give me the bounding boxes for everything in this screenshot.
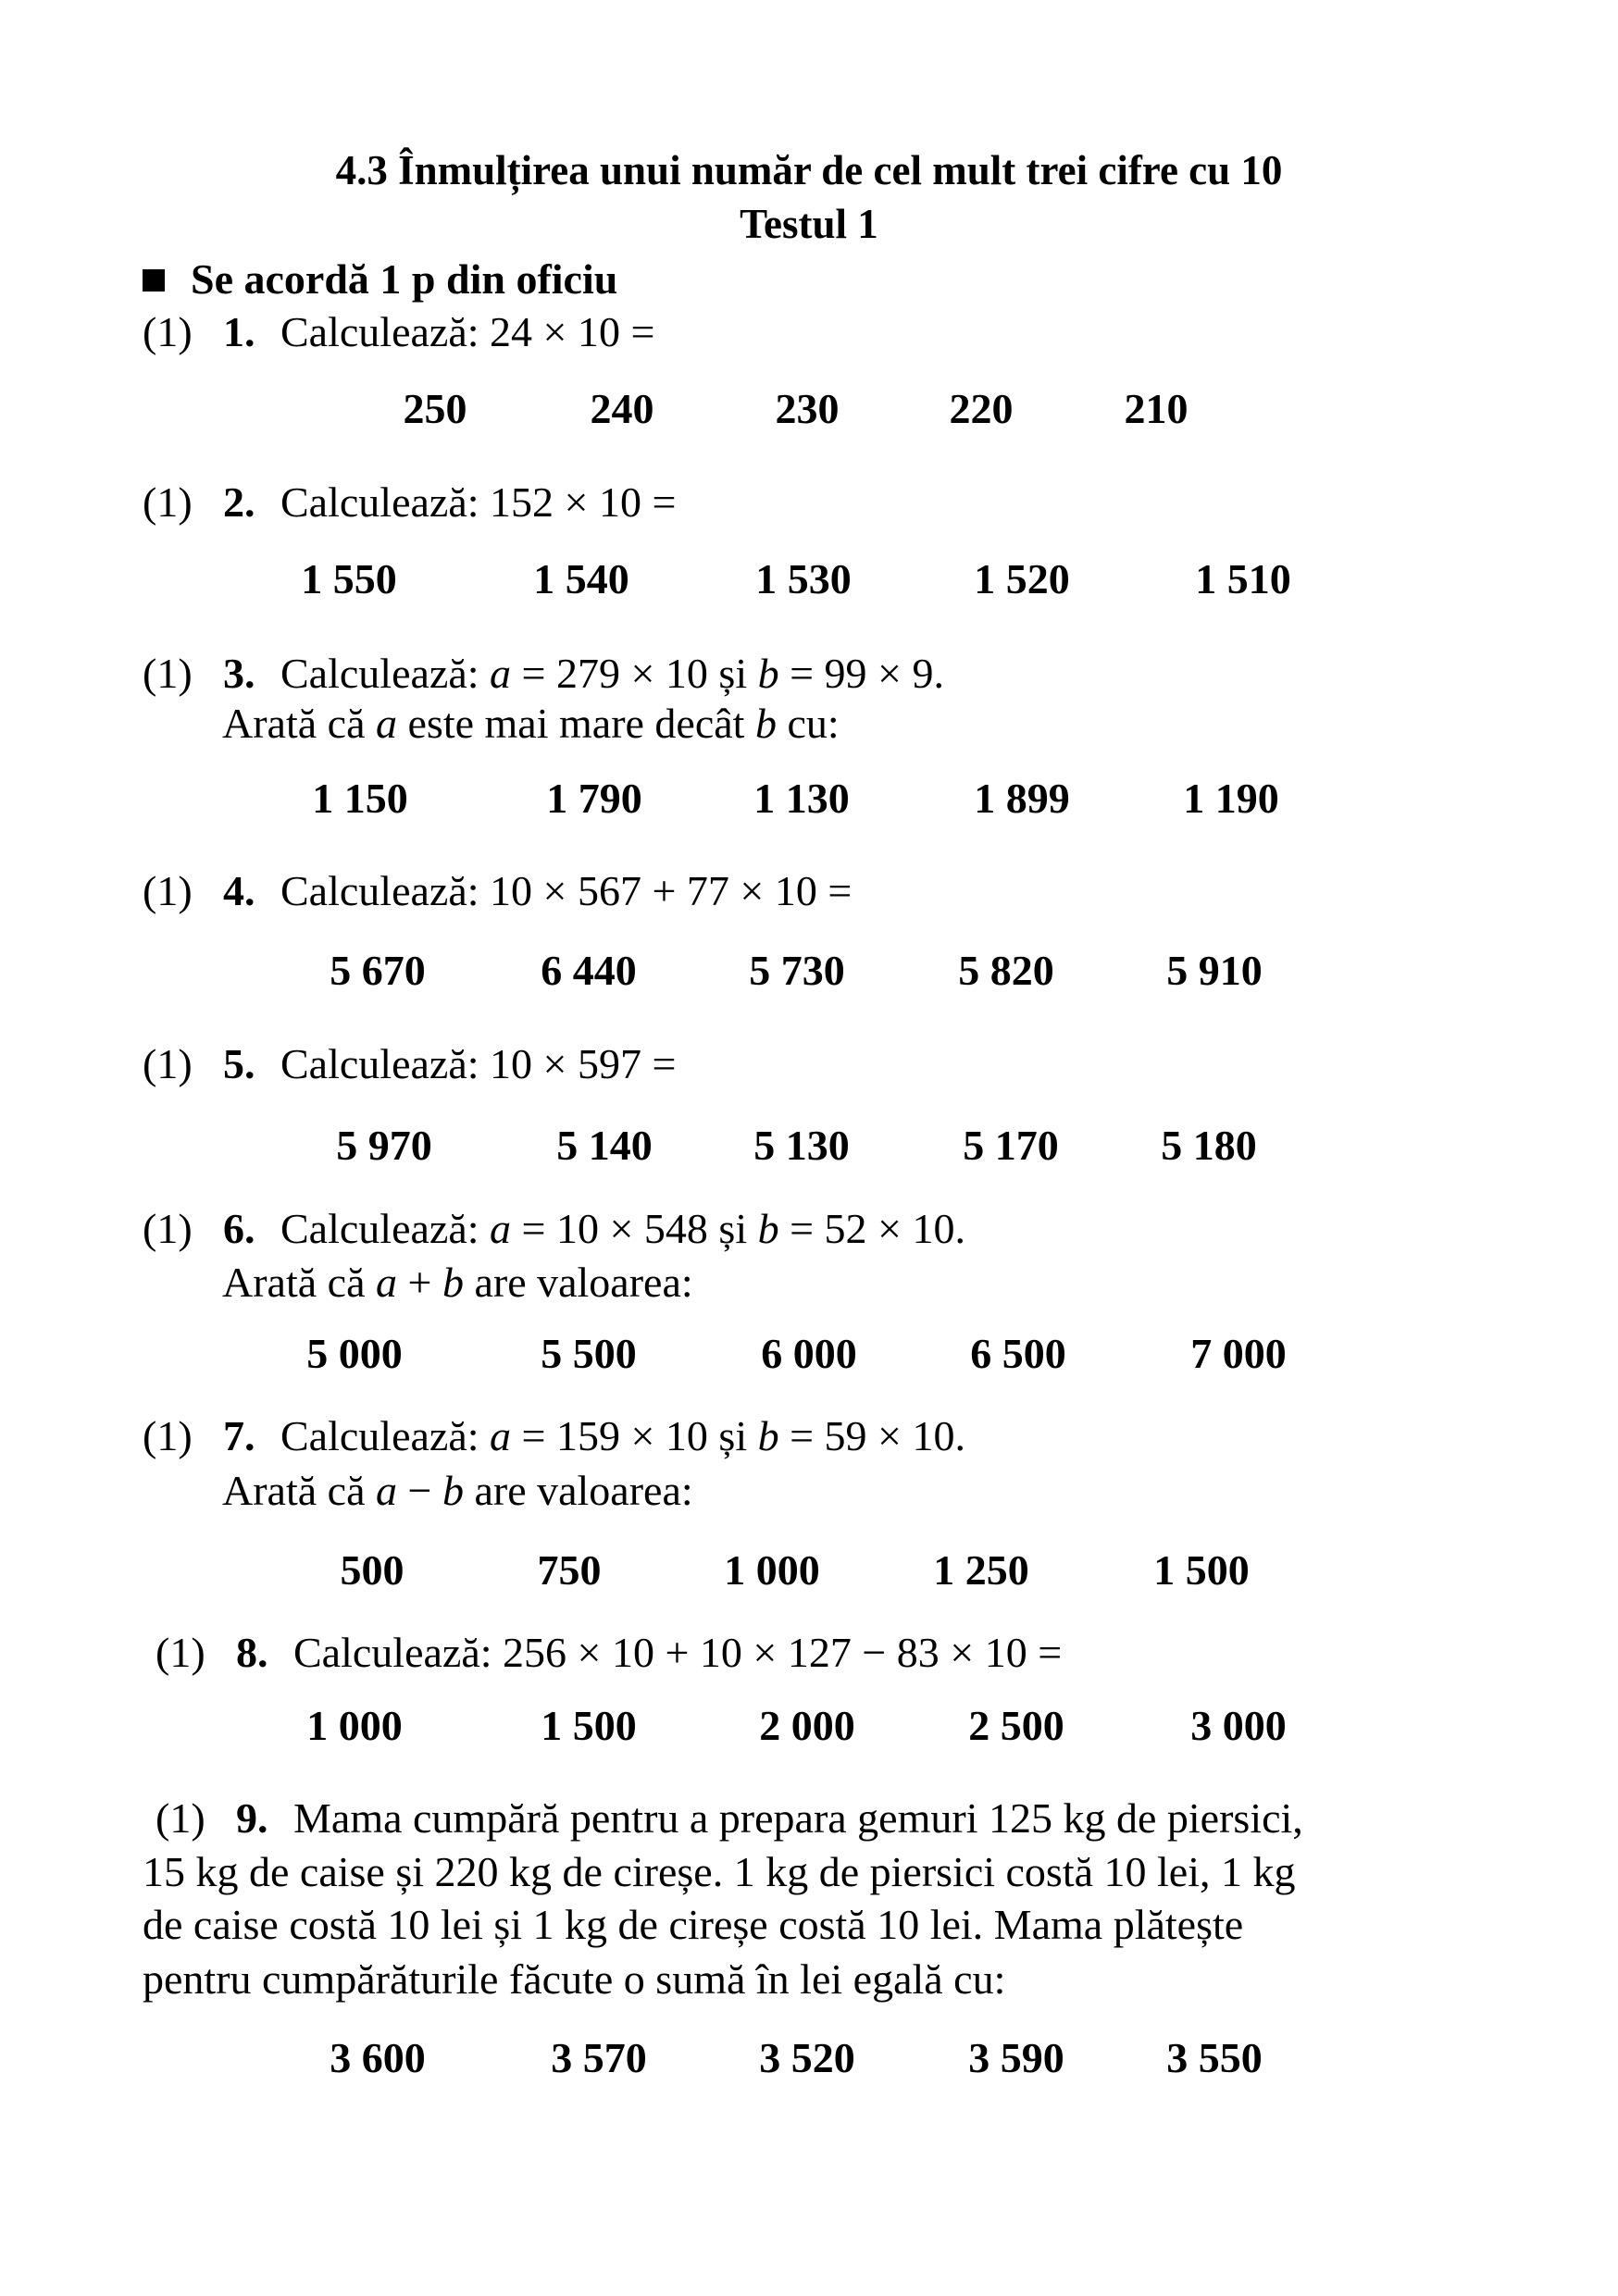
answer-option[interactable]: 1 150 [312,775,408,822]
text-segment: − [397,1467,442,1514]
question-9-line-2: 15 kg de caise și 220 kg de cireșe. 1 kg de piersici costă 10 lei, 1 kg [143,1848,1296,1895]
question-number: 5. [223,1040,255,1087]
points: (1) [156,1794,205,1842]
variable-a: a [490,1412,512,1459]
answer-option[interactable]: 1 540 [533,555,629,602]
answer-option[interactable]: 3 520 [759,2034,855,2081]
answer-option[interactable]: 5 970 [336,1122,432,1169]
answer-option[interactable]: 5 140 [556,1122,653,1169]
answer-option[interactable]: 5 730 [749,947,845,994]
question-9 [156,1793,1303,1844]
answer-option[interactable]: 210 [1124,385,1189,432]
answer-option[interactable]: 3 600 [330,2034,426,2081]
answer-option[interactable]: 5 130 [753,1122,850,1169]
question-5 [143,1038,676,1090]
answer-option[interactable]: 6 500 [970,1330,1066,1377]
question-4 [143,865,852,917]
question-1 [143,306,654,358]
question-text: Calculează: 152 × 10 = [280,478,677,526]
answer-option[interactable]: 6 000 [761,1330,857,1377]
answer-option[interactable]: 1 500 [1153,1546,1250,1594]
answer-option[interactable]: 3 570 [551,2034,647,2081]
question-number: 8. [236,1629,268,1676]
answer-option[interactable]: 1 550 [301,555,397,602]
answer-option[interactable]: 5 170 [963,1122,1059,1169]
text-segment: = 10 × 548 și [511,1205,758,1252]
question-number: 4. [223,867,255,914]
answer-option[interactable]: 7 000 [1190,1330,1287,1377]
question-text: Calculează: 10 × 567 + 77 × 10 = [280,867,853,914]
answer-option[interactable]: 5 670 [330,947,426,994]
question-3-line-2 [222,698,840,750]
answer-option[interactable]: 220 [949,385,1014,432]
answer-option[interactable]: 5 910 [1166,947,1263,994]
points: (1) [143,308,193,355]
answer-option[interactable]: 3 590 [968,2034,1064,2081]
answer-option[interactable]: 2 500 [968,1702,1064,1749]
text-segment: = 99 × 9. [778,650,944,697]
question-3 [143,648,944,700]
answer-option[interactable]: 1 510 [1195,555,1291,602]
test-subtitle: Testul 1 [740,201,878,247]
variable-a: a [376,1467,397,1514]
question-7-line-2 [222,1465,693,1517]
answer-option[interactable]: 2 000 [759,1702,855,1749]
answer-option[interactable]: 1 530 [755,555,852,602]
text-segment: cu: [776,700,840,747]
answer-option[interactable]: 1 520 [974,555,1070,602]
square-bullet-icon [143,269,165,292]
answer-option[interactable]: 1 000 [306,1702,403,1749]
answer-option[interactable]: 5 820 [958,947,1054,994]
variable-b: b [754,700,777,747]
question-number: 7. [223,1412,255,1459]
text-segment: Calculează: [280,650,491,697]
answer-option[interactable]: 5 000 [306,1330,403,1377]
answer-option[interactable]: 6 440 [541,947,637,994]
answer-option[interactable]: 5 180 [1161,1122,1257,1169]
question-number: 2. [223,478,255,526]
variable-b: b [757,650,779,697]
text-segment: = 279 × 10 și [511,650,758,697]
text-segment: + [397,1259,442,1306]
answer-option[interactable]: 1 790 [546,775,642,822]
points: (1) [156,1629,205,1676]
points: (1) [143,478,193,526]
variable-b: b [757,1412,779,1459]
variable-b: b [442,1259,464,1306]
bonus-note [143,254,617,305]
text-segment: are valoarea: [463,1259,693,1306]
question-2 [143,477,676,528]
answer-option[interactable]: 240 [590,385,654,432]
question-number: 9. [236,1794,268,1842]
text-segment: Calculează: [280,1205,491,1252]
answer-option[interactable]: 5 500 [541,1330,637,1377]
answer-option[interactable]: 1 899 [974,775,1070,822]
points: (1) [143,1205,193,1252]
variable-a: a [376,700,397,747]
text-segment: Arată că [222,1259,376,1306]
answer-option[interactable]: 1 250 [933,1546,1029,1594]
text-segment: Calculează: [280,1412,491,1459]
question-text: Calculează: 10 × 597 = [280,1040,677,1087]
points: (1) [143,1412,193,1459]
question-9-line-3: de caise costă 10 lei și 1 kg de cireșe costă 10 lei. Mama plătește [143,1901,1244,1948]
variable-a: a [490,1205,512,1252]
question-number: 1. [223,308,255,355]
text-segment: = 52 × 10. [778,1205,965,1252]
answer-option[interactable]: 1 000 [724,1546,820,1594]
text-segment: are valoarea: [463,1467,693,1514]
question-8 [156,1627,1062,1679]
answer-option[interactable]: 1 500 [541,1702,637,1749]
points: (1) [143,1040,193,1087]
text-segment: = 59 × 10. [778,1412,965,1459]
variable-b: b [442,1467,464,1514]
question-text: Mama cumpără pentru a prepara gemuri 125 kg de piersici, [293,1794,1303,1842]
text-segment: Arată că [222,1467,376,1514]
variable-a: a [490,650,512,697]
text-segment: = 159 × 10 și [511,1412,758,1459]
answer-option[interactable]: 500 [340,1546,404,1594]
question-text: Calculează: 24 × 10 = [280,308,655,355]
answer-option[interactable]: 750 [537,1546,602,1594]
question-7 [143,1410,965,1462]
text-segment: este mai mare decât [397,700,755,747]
answer-option[interactable]: 3 000 [1190,1702,1287,1749]
question-9-line-4: pentru cumpărăturile făcute o sumă în lei egală cu: [143,1955,1006,2003]
answer-option[interactable]: 1 190 [1183,775,1279,822]
text-segment: Arată că [222,700,376,747]
points: (1) [143,867,193,914]
question-6 [143,1203,965,1255]
variable-b: b [757,1205,779,1252]
variable-a: a [376,1259,397,1306]
answer-option[interactable]: 3 550 [1166,2034,1263,2081]
points: (1) [143,650,193,697]
question-number: 3. [223,650,255,697]
answer-option[interactable]: 230 [775,385,840,432]
question-number: 6. [223,1205,255,1252]
question-text: Calculează: 256 × 10 + 10 × 127 − 83 × 10 = [293,1629,1063,1676]
page-title: 4.3 Înmulțirea unui număr de cel mult trei cifre cu 10 [335,147,1283,193]
question-6-line-2 [222,1257,693,1309]
bonus-text: Se acordă 1 p din oficiu [191,255,618,303]
answer-option[interactable]: 1 130 [753,775,850,822]
answer-option[interactable]: 250 [403,385,467,432]
